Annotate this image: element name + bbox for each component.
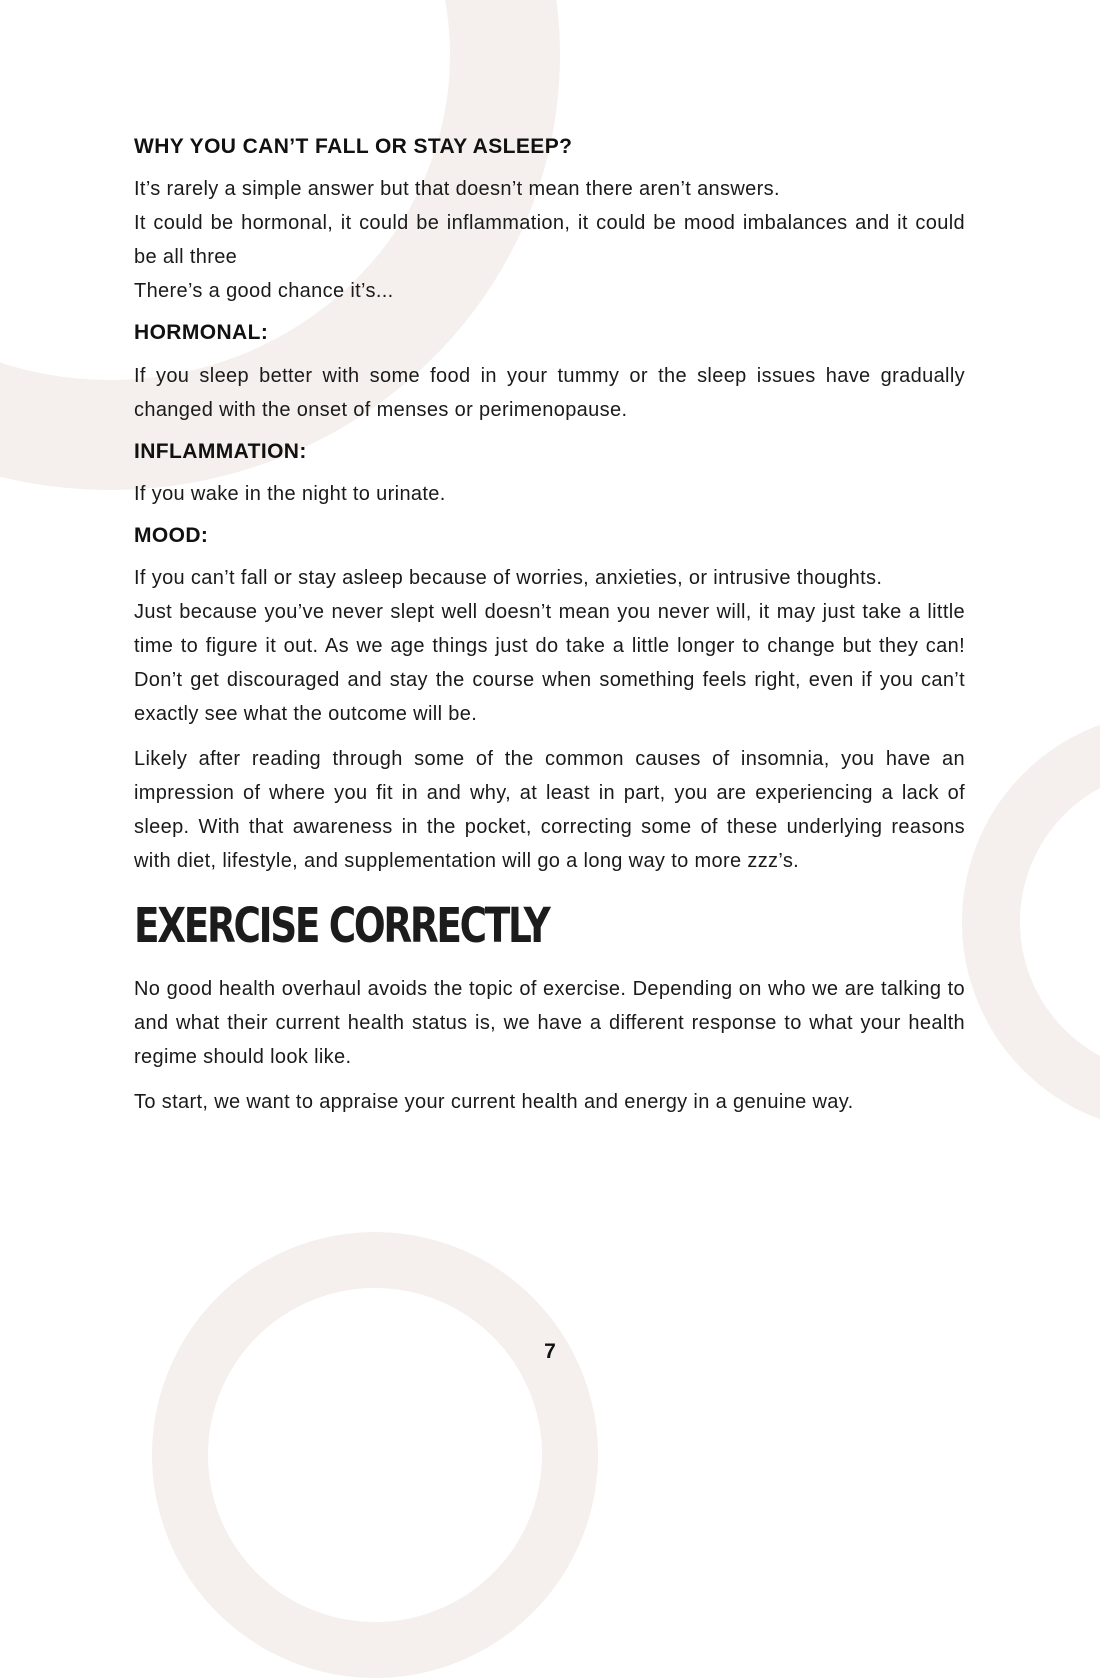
section-heading-why: WHY YOU CAN’T FALL OR STAY ASLEEP? bbox=[134, 135, 573, 158]
intro-line-3: There’s a good chance it’s... bbox=[134, 280, 394, 303]
paragraph-mood bbox=[134, 561, 965, 731]
heading-inflammation: INFLAMMATION: bbox=[134, 439, 307, 463]
decorative-ring-bottom bbox=[152, 1232, 598, 1678]
mood-line-1: If you can’t fall or stay asleep because of worries, anxieties, or intrusive thoughts. bbox=[134, 567, 883, 590]
paragraph-hormonal: If you sleep better with some food in your tummy or the sleep issues have gradually changed with the onset of menses or perimenopause. bbox=[134, 364, 965, 421]
page-number: 7 bbox=[544, 1340, 556, 1363]
paragraph-inflammation: If you wake in the night to urinate. bbox=[134, 482, 446, 505]
intro-line-2: It could be hormonal, it could be inflammation, it could be mood imbalances and it could be all three bbox=[134, 212, 965, 269]
page-content bbox=[134, 133, 965, 1119]
paragraph-exercise-1: No good health overhaul avoids the topic of exercise. Depending on who we are talking to and what their current health status is, we have a different response to what your health regime should look like. bbox=[134, 978, 965, 1069]
intro-line-1: It’s rarely a simple answer but that doesn’t mean there aren’t answers. bbox=[134, 178, 780, 201]
decorative-ring-right bbox=[962, 712, 1100, 1132]
heading-hormonal: HORMONAL: bbox=[134, 321, 269, 345]
section-intro bbox=[134, 172, 965, 308]
heading-mood: MOOD: bbox=[134, 523, 209, 547]
paragraph-exercise-2: To start, we want to appraise your current health and energy in a genuine way. bbox=[134, 1091, 854, 1114]
paragraph-summary: Likely after reading through some of the common causes of insomnia, you have an impression of where you fit in and why, at least in part, you are experiencing a lack of sleep. With that awareness in the pocket, correcting some of these underlying reasons with diet, lifestyle, and supplementation will go a long way to more zzz’s. bbox=[134, 748, 965, 873]
mood-line-2: Just because you’ve never slept well doesn’t mean you never will, it may just take a little time to figure it out. As we age things just do take a little longer to change but they can! Don’t get discouraged and stay the course when something feels right, even if you can’t exactly see what the outcome will be. bbox=[134, 601, 965, 726]
heading-exercise-correctly: EXERCISE CORRECTLY bbox=[134, 898, 549, 955]
